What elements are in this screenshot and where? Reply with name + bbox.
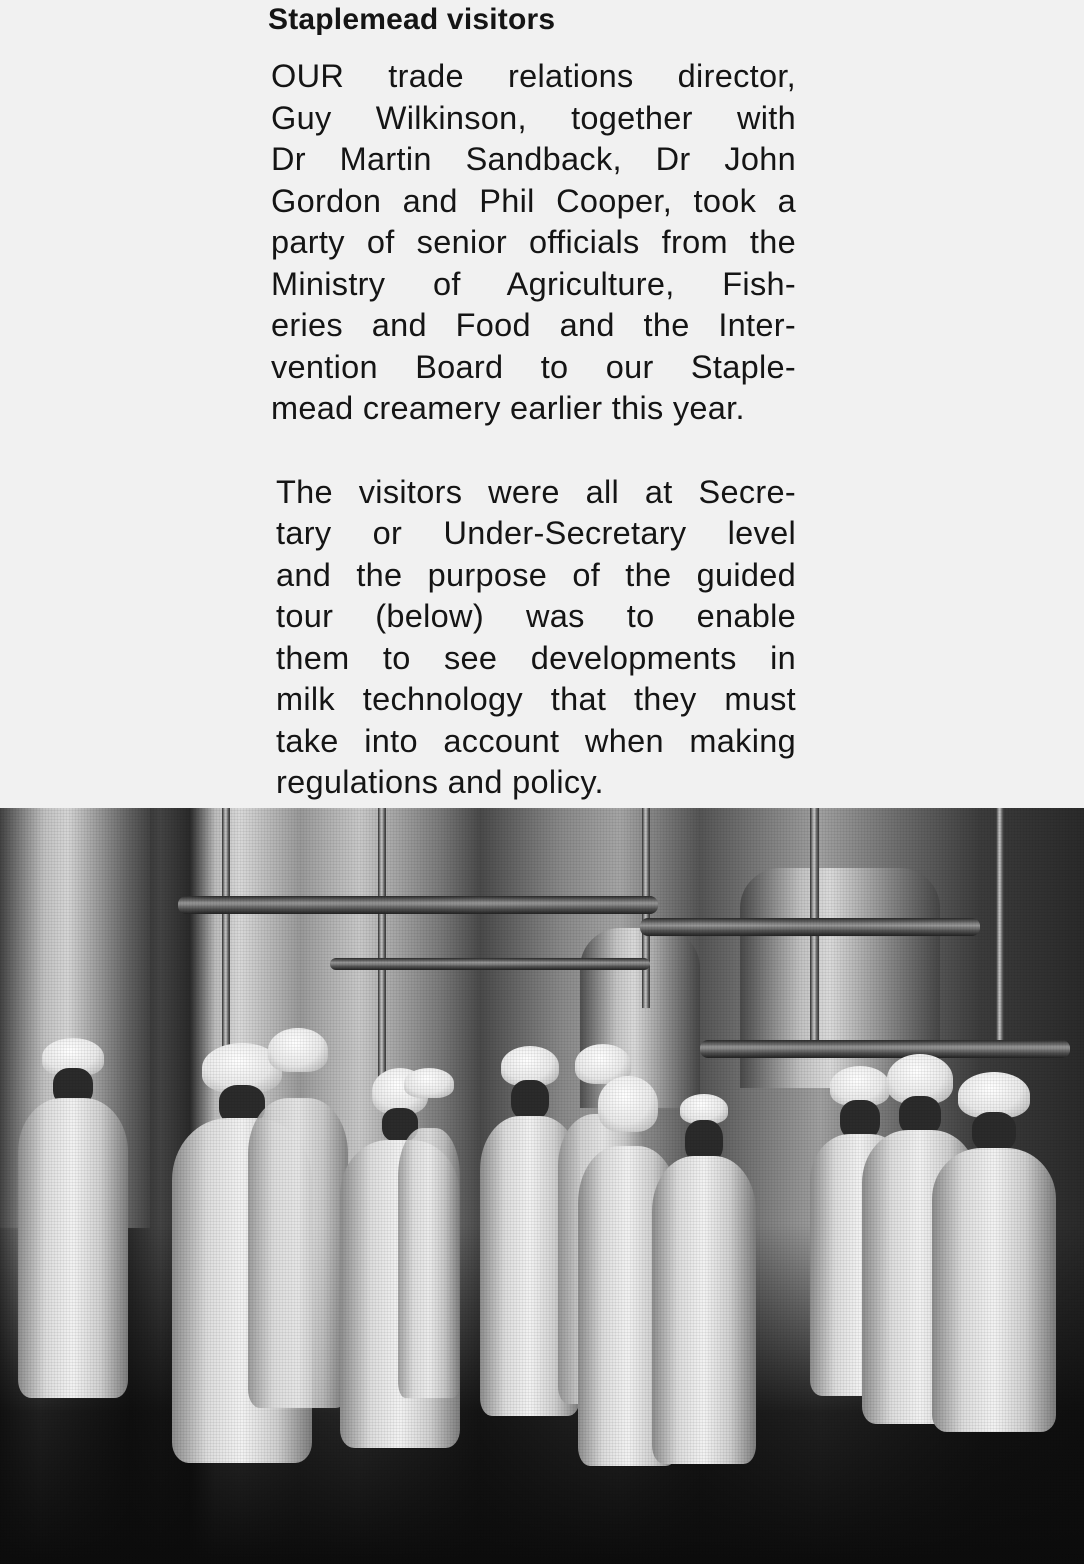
person (18, 1038, 128, 1398)
text-line: Gordon and Phil Cooper, took a (271, 182, 796, 219)
text-line: tour (below) was to enable (276, 598, 796, 634)
text-line: milk technology that they must (276, 681, 796, 717)
text-line: Ministry of Agriculture, Fish- (271, 265, 796, 302)
pipe (330, 958, 650, 970)
person (248, 1028, 348, 1408)
text-line: mead creamery earlier this year. (271, 390, 745, 426)
text-line: Dr Martin Sandback, Dr John (271, 141, 796, 177)
text-line: regulations and policy. (276, 764, 604, 800)
text-line: tary or Under-Secretary level (276, 515, 796, 551)
person (398, 1068, 460, 1398)
person (932, 1072, 1056, 1432)
text-line: OUR trade relations director, (271, 58, 796, 94)
article-paragraph-1 (268, 56, 800, 430)
text-line: and the purpose of the guided (276, 556, 796, 593)
text-line: The visitors were all at Secre- (276, 473, 796, 510)
article (268, 0, 800, 804)
text-line: take into account when making (276, 722, 796, 759)
pipe (378, 808, 386, 1098)
article-headline: Staplemead visitors (268, 3, 556, 36)
text-line: eries and Food and the Inter- (271, 307, 796, 343)
text-line: vention Board to our Staple- (271, 348, 796, 385)
pipe (178, 896, 658, 914)
pipe (996, 808, 1004, 1048)
person (652, 1094, 756, 1464)
pipe (640, 918, 980, 936)
pipe (222, 808, 230, 1068)
text-line: them to see developments in (276, 639, 796, 676)
text-line: party of senior officials from the (271, 224, 796, 260)
article-paragraph-2 (268, 472, 800, 804)
creamery-tour-photo (0, 808, 1084, 1564)
text-line: Guy Wilkinson, together with (271, 99, 796, 136)
